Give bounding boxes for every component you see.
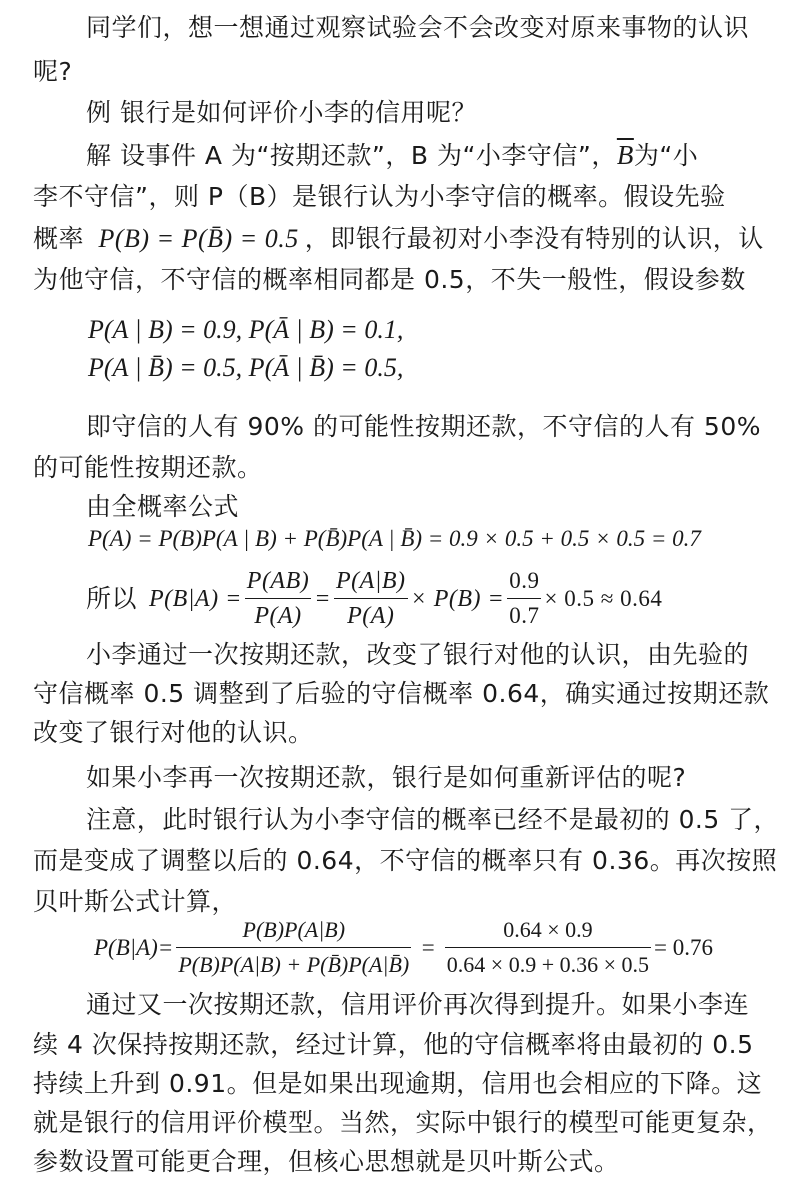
total-prob-formula: P(A) = P(B)P(A | B) + P(B̄)P(A | B̄) = 0.9 × 0.5 + 0.5 × 0.5 = 0.7 <box>88 526 701 551</box>
bayes1-f2-num: P(A|B) <box>335 568 406 594</box>
solution-line4: 为他守信，不守信的概率相同都是 0.5，不失一般性，假设参数 <box>33 265 746 294</box>
total-prob-title: 由全概率公式 <box>86 492 240 521</box>
para5-line4: 就是银行的信用评价模型。当然，实际中银行的模型可能更复杂， <box>33 1108 773 1137</box>
para2-line2: 的可能性按期还款。 <box>33 453 263 482</box>
para5-line5: 参数设置可能更合理，但核心思想就是贝叶斯公式。 <box>33 1147 620 1176</box>
bayes2-rhs: = 0.76 <box>654 934 713 960</box>
prior-formula: P(B) = P(B̄) = 0.5 <box>98 224 299 253</box>
bayes2-f1-den: P(B)P(A|B) + P(B̄)P(A|B̄) <box>176 947 411 980</box>
bayes1-f1-num: P(AB) <box>246 568 310 594</box>
para4-line3: 贝叶斯公式计算， <box>33 887 238 916</box>
bayes2-f2-den: 0.64 × 0.9 + 0.36 × 0.5 <box>445 947 651 980</box>
bayes1-lhs: P(B|A) = <box>149 585 242 612</box>
question-2: 如果小李再一次按期还款，银行是如何重新评估的呢? <box>86 763 687 792</box>
para1-line1: 同学们，想一想通过观察试验会不会改变对原来事物的认识 <box>86 13 750 42</box>
bayes1-fraction-1 <box>245 566 311 631</box>
solution-line2: 李不守信”，则 P（B）是银行认为小李守信的概率。假设先验 <box>33 182 726 211</box>
solution-line1 <box>86 137 698 174</box>
para2-line1: 即守信的人有 90% 的可能性按期还款，不守信的人有 50% <box>86 412 761 441</box>
bayes2-eq: = <box>420 934 436 960</box>
bayes1-f2-den: P(A) <box>334 598 408 631</box>
para5-line2: 续 4 次保持按期还款，经过计算，他的守信概率将由最初的 0.5 <box>33 1030 754 1059</box>
example-title: 例 银行是如何评价小李的信用呢？ <box>86 98 477 127</box>
solution-line3-tail: ，即银行最初对小李没有特别的认识，认 <box>304 224 764 253</box>
bayes1-mid: × P(B) = <box>410 585 505 612</box>
bayes2-fraction-1 <box>176 915 411 980</box>
param-equation-2: P(A | B̄) = 0.5, P(Ā | B̄) = 0.5, <box>88 353 404 382</box>
para4-line2: 而是变成了调整以后的 0.64，不守信的概率只有 0.36。再次按照 <box>33 846 778 875</box>
bayes1-eq: = <box>314 585 331 612</box>
para5-line1: 通过又一次按期还款，信用评价再次得到提升。如果小李连 <box>86 990 750 1019</box>
para4-line1: 注意，此时银行认为小李守信的概率已经不是最初的 0.5 了， <box>86 805 779 834</box>
bayes2-f1-num: P(B)P(A|B) <box>242 917 346 942</box>
b-bar-symbol: $\overline{B}$ <box>616 140 634 170</box>
bayes1-rhs: × 0.5 ≈ 0.64 <box>544 585 663 611</box>
bayes1-f3-num: 0.9 <box>509 568 540 593</box>
para1-line2: 呢? <box>33 57 73 86</box>
para5-line3: 持续上升到 0.91。但是如果出现逾期，信用也会相应的下降。这 <box>33 1069 763 1098</box>
param-equation-1: P(A | B) = 0.9, P(Ā | B) = 0.1, <box>88 315 404 344</box>
bayes2-fraction-2 <box>445 915 651 980</box>
bayes-formula-1 <box>86 566 662 631</box>
para3-line2: 守信概率 0.5 调整到了后验的守信概率 0.64，确实通过按期还款 <box>33 679 770 708</box>
para3-line3: 改变了银行对他的认识。 <box>33 718 314 747</box>
bayes1-fraction-3 <box>507 566 541 631</box>
bayes1-f3-den: 0.7 <box>507 598 541 631</box>
solution-line1-text: 解 设事件 A 为“按期还款”，B 为“小李守信”， <box>86 141 617 170</box>
solution-line3 <box>33 221 764 257</box>
para3-line1: 小李通过一次按期还款，改变了银行对他的认识，由先验的 <box>86 640 750 669</box>
bayes1-prefix: 所以 <box>86 583 138 613</box>
bayes1-fraction-2 <box>334 566 408 631</box>
bayes2-lhs: P(B|A)= <box>94 934 174 960</box>
bayes1-f1-den: P(A) <box>245 598 311 631</box>
solution-line3-text: 概率 <box>33 224 85 253</box>
bayes-formula-2 <box>94 915 713 980</box>
bayes2-f2-num: 0.64 × 0.9 <box>503 917 593 942</box>
solution-line1-tail: 为“小 <box>633 141 699 170</box>
